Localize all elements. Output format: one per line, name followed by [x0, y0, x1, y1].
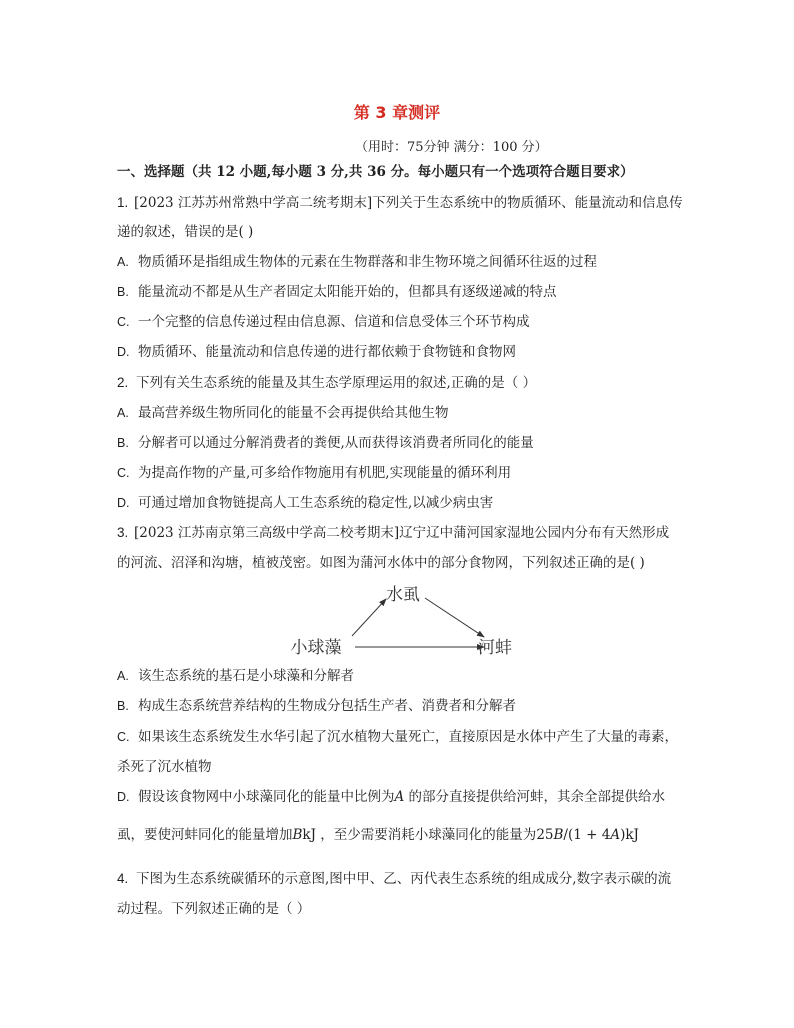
option-text: kJ ，至少需要消耗小球藻同化的能量为 — [302, 827, 537, 843]
q2-option-a — [117, 404, 449, 422]
question-number: 2. — [117, 375, 129, 390]
node-mussel: 河蚌 — [478, 638, 512, 658]
question-number: 3. — [117, 525, 129, 540]
node-water-louse: 水虱 — [386, 585, 420, 605]
arrow-algae-to-water-louse — [352, 599, 386, 636]
q3-option-d — [117, 788, 665, 806]
option-text: 的部分直接提供给河蚌，其余全部提供给水 — [404, 789, 666, 805]
q3-option-a — [117, 667, 354, 685]
formula-variable-b: B — [553, 827, 564, 843]
q1-option-b — [117, 283, 557, 301]
option-label: A. — [117, 406, 129, 420]
q4-stem-line-1 — [117, 870, 671, 888]
q1-option-d — [117, 343, 516, 361]
formula-variable-a: A — [610, 827, 621, 843]
option-text: 物质循环是指组成生物体的元素在生物群落和非生物环境之间循环往返的过程 — [138, 254, 597, 270]
q1-stem-text: [2023 江苏苏州常熟中学高二统考期末]下列关于生态系统中的物质循环、能量流动和信息传 — [134, 195, 683, 211]
q3-stem-line-1 — [117, 524, 669, 542]
page-title: 第 3 章测评 — [353, 103, 441, 122]
variable-a: A — [394, 789, 405, 805]
q3-stem-line-2: 的河流、沼泽和沟塘，植被茂密。如图为蒲河水体中的部分食物网，下列叙述正确的是( ) — [117, 555, 645, 571]
formula-denominator: /(1 + 4 — [563, 827, 611, 843]
q2-stem-line-1 — [117, 374, 536, 392]
q3-option-c-line-2: 杀死了沉水植物 — [117, 759, 212, 775]
q3-option-b — [117, 697, 516, 715]
question-number: 1. — [117, 195, 129, 210]
option-label: B. — [117, 699, 129, 713]
q3-option-d-line-2 — [117, 826, 639, 844]
q2-stem-text: 下列有关生态系统的能量及其生态学原理运用的叙述,正确的是（ ） — [136, 375, 537, 391]
option-text: 物质循环、能量流动和信息传递的进行都依赖于食物链和食物网 — [138, 344, 516, 360]
option-text: 虱，要使河蚌同化的能量增加 — [117, 827, 293, 843]
q4-stem-text: 下图为生态系统碳循环的示意图,图中甲、乙、丙代表生态系统的组成成分,数字表示碳的流 — [136, 871, 672, 887]
q1-option-c — [117, 313, 530, 331]
option-text: 可通过增加食物链提高人工生态系统的稳定性,以减少病虫害 — [138, 495, 494, 511]
option-label: C. — [117, 730, 130, 744]
food-web-diagram — [270, 575, 530, 660]
option-text: 假设该食物网中小球藻同化的能量中比例为 — [138, 789, 395, 805]
option-text: 能量流动不都是从生产者固定太阳能开始的，但都具有逐级递减的特点 — [138, 284, 557, 300]
formula-unit: )kJ — [620, 827, 639, 843]
option-label: C. — [117, 315, 130, 329]
formula-coefficient: 25 — [536, 827, 554, 843]
option-label: B. — [117, 436, 129, 450]
option-text: 如果该生态系统发生水华引起了沉水植物大量死亡，直接原因是水体中产生了大量的毒素， — [138, 729, 678, 745]
q1-option-a — [117, 253, 597, 271]
option-text: 一个完整的信息传递过程由信息源、信道和信息受体三个环节构成 — [138, 314, 530, 330]
exam-info: （用时：75分钟 满分：100 分） — [355, 140, 548, 155]
q2-option-c — [117, 464, 511, 482]
option-text: 最高营养级生物所同化的能量不会再提供给其他生物 — [138, 405, 449, 421]
q4-stem-line-2: 动过程。下列叙述正确的是（ ） — [117, 901, 311, 917]
section-heading: 一、选择题（共 12 小题,每小题 3 分,共 36 分。每小题只有一个选项符合题目要求） — [117, 164, 634, 180]
option-text: 该生态系统的基石是小球藻和分解者 — [138, 668, 354, 684]
option-label: A. — [117, 669, 129, 683]
q3-option-c — [117, 728, 678, 746]
q1-stem-line-2: 递的叙述，错误的是( ) — [117, 224, 254, 240]
option-text: 为提高作物的产量,可多给作物施用有机肥,实现能量的循环利用 — [138, 465, 512, 481]
q3-stem-text: [2023 江苏南京第三高级中学高二校考期末]辽宁辽中蒲河国家湿地公园内分布有天然形成 — [134, 525, 670, 541]
question-number: 4. — [117, 871, 129, 886]
option-label: D. — [117, 496, 130, 510]
q2-option-b — [117, 434, 534, 452]
node-chlorella: 小球藻 — [290, 638, 342, 658]
option-label: C. — [117, 466, 130, 480]
option-label: D. — [117, 790, 130, 804]
option-text: 构成生态系统营养结构的生物成分包括生产者、消费者和分解者 — [138, 698, 516, 714]
option-label: B. — [117, 285, 129, 299]
option-label: A. — [117, 255, 129, 269]
variable-b: B — [292, 827, 303, 843]
arrow-water-louse-to-mussel — [425, 598, 484, 637]
option-label: D. — [117, 345, 130, 359]
option-text: 分解者可以通过分解消费者的粪便,从而获得该消费者所同化的能量 — [138, 435, 534, 451]
q1-stem-line-1 — [117, 194, 683, 212]
q2-option-d — [117, 494, 493, 512]
